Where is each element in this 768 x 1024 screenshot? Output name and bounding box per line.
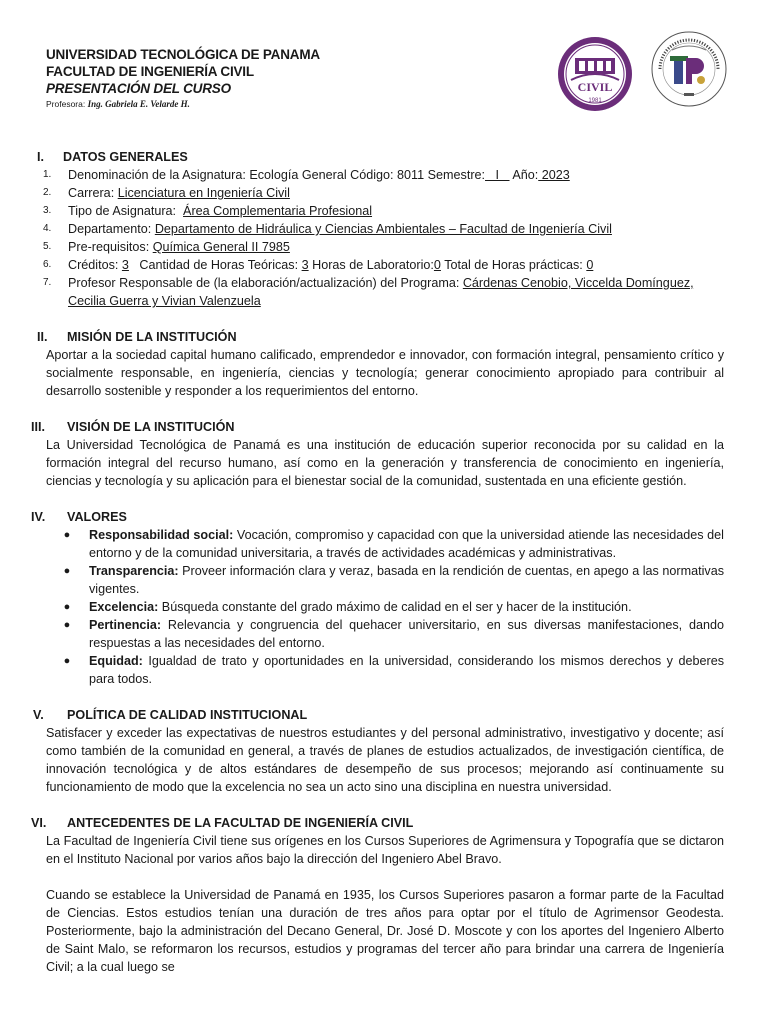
section-title: VI. ANTECEDENTES DE LA FACULTAD DE INGENIERÍA CIVIL — [31, 816, 414, 830]
svg-text:1981: 1981 — [588, 98, 602, 104]
svg-text:CIVIL: CIVIL — [577, 80, 613, 94]
list-item: 4. Departamento: Departamento de Hidráulica y Ciencias Ambientales – Facultad de Ingeniería Civil — [43, 222, 612, 236]
civil-faculty-logo — [557, 36, 633, 112]
section-title: III. VISIÓN DE LA INSTITUCIÓN — [31, 420, 235, 434]
list-item: 2. Carrera: Licenciatura en Ingeniería Civil — [43, 186, 290, 200]
section-datos-generales — [31, 148, 724, 310]
document-header — [46, 46, 526, 110]
list-item: 5. Pre-requisitos: Química General II 7985 — [43, 240, 290, 254]
section-title: II. MISIÓN DE LA INSTITUCIÓN — [37, 330, 237, 344]
section-paragraph: La Universidad Tecnológica de Panamá es una institución de educación superior reconocida por su calidad en la formación integral del recurso humano, así como en la generación y transferencia de conocimiento en ingeniería, ciencias y tecnología y su aplicación para el bienestar social de la comunidad, sustentada en una eficiente gestión. — [46, 438, 724, 488]
list-item: ● Responsabilidad social: Vocación, compromiso y capacidad con que la universidad atiende las necesidades del entorno y de la comunidad universitaria, a través de actividades académicas y administrativas. — [63, 528, 724, 560]
section-title: I. DATOS GENERALES — [37, 150, 188, 164]
faculty-name: FACULTAD DE INGENIERÍA CIVIL — [46, 64, 254, 79]
section-paragraph: Cuando se establece la Universidad de Panamá en 1935, los Cursos Superiores pasaron a formar parte de la Facultad de Ciencias. Estos estudios tenían una duración de tres años para optar por el título de Agrimensor Geodesta. Posteriormente, bajo la administración del Decano General, Dr. José D. Moscote y con los aportes del Ingeniero Alberto de Saint Malo, se reformaron los recursos, estudios y programas del tercer año para brindar una carrera de Ingeniería Civil; a la cual luego se — [46, 888, 724, 974]
document-body — [31, 148, 724, 976]
section-antecedentes — [31, 814, 724, 976]
list-item: 1. Denominación de la Asignatura: Ecología General Código: 8011 Semestre: I Año: 2023 — [43, 168, 570, 182]
section-vision — [31, 418, 724, 490]
section-title: IV. VALORES — [31, 510, 127, 524]
professor-line — [46, 98, 526, 110]
list-item: ● Excelencia: Búsqueda constante del grado máximo de calidad en el ser y hacer de la institución. — [63, 600, 632, 614]
course-presentation-title: PRESENTACIÓN DEL CURSO — [46, 81, 231, 96]
professor-label: Profesora: — [46, 99, 86, 109]
values-list — [31, 526, 724, 688]
section-valores — [31, 508, 724, 688]
general-data-list — [31, 166, 724, 310]
list-item: ● Equidad: Igualdad de trato y oportunidades en la universidad, considerando los mismos derechos y deberes para todos. — [63, 654, 724, 686]
university-name: UNIVERSIDAD TECNOLÓGICA DE PANAMA — [46, 47, 320, 62]
section-title: V. POLÍTICA DE CALIDAD INSTITUCIONAL — [33, 708, 308, 722]
section-mision — [31, 328, 724, 400]
list-item: 3. Tipo de Asignatura: Área Complementaria Profesional — [43, 204, 373, 218]
list-item: ● Pertinencia: Relevancia y congruencia del quehacer universitario, en sus diversas manifestaciones, dando respuestas a las necesidades del entorno. — [63, 618, 724, 650]
utp-university-logo — [650, 30, 728, 108]
list-item: ● Transparencia: Proveer información clara y veraz, basada en la rendición de cuentas, en apego a las normativas vigentes. — [63, 564, 724, 596]
list-item: 7. Profesor Responsable de (la elaboración/actualización) del Programa: Cárdenas Cenobio, Viccelda Domínguez, Cecilia Guerra y Vivian Valenzuela — [43, 276, 694, 308]
section-paragraph: La Facultad de Ingeniería Civil tiene sus orígenes en los Cursos Superiores de Agrimensura y Topografía que se dictaron en el Instituto Nacional por varios años bajo la dirección del Ingeniero Abel Bravo. — [46, 834, 724, 866]
section-politica-calidad — [31, 706, 724, 796]
professor-name: Ing. Gabriela E. Velarde H. — [87, 99, 190, 109]
section-paragraph: Aportar a la sociedad capital humano calificado, emprendedor e innovador, con formación integral, pensamiento crítico y socialmente responsable, en ingeniería, ciencias y tecnología; generar conocimiento apropiado para contribuir al desarrollo sostenible y responder a los requerimientos del entorno. — [46, 348, 724, 398]
list-item: 6. Créditos: 3 Cantidad de Horas Teóricas: 3 Horas de Laboratorio:0 Total de Horas prácticas: 0 — [43, 258, 594, 272]
section-paragraph: Satisfacer y exceder las expectativas de nuestros estudiantes y del personal administrativo, investigativo y docente; así como también de la comunidad en general, a través de planes de estudios actualizados, de investigación científica, de innovación tecnológica y de altos estándares de desempeño de sus procesos; mejorando así continuamente su funcionamiento de modo que la excelencia no sea un acto sino una disciplina en nuestra universidad. — [46, 726, 724, 794]
